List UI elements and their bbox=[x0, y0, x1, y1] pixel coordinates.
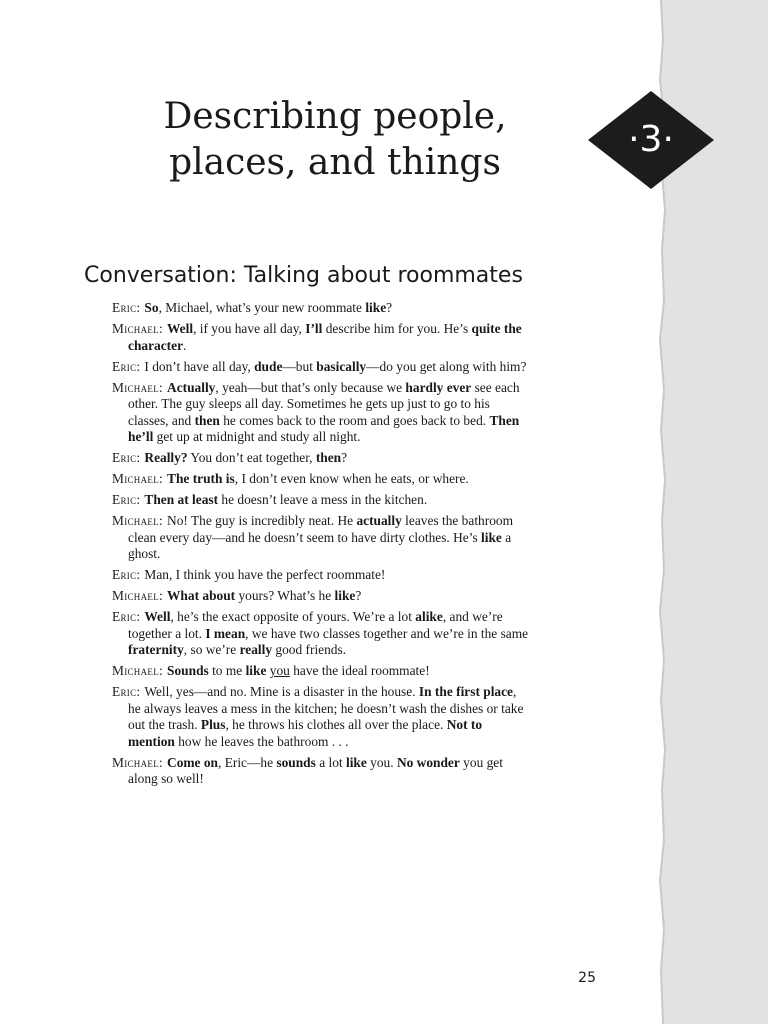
dialogue-text: he comes back to the room and goes back to bed. bbox=[219, 412, 490, 428]
dialogue-text: have the ideal roommate! bbox=[289, 663, 430, 679]
dialogue-text: ? bbox=[386, 300, 393, 315]
dialogue-text: , and we’re together a lot. bbox=[128, 609, 503, 641]
chapter-title bbox=[150, 94, 520, 186]
dialogue-turn bbox=[112, 450, 532, 466]
dialogue-text: , Michael, what’s your new roommate bbox=[158, 300, 366, 315]
dialogue-text: —do you get along with him? bbox=[366, 358, 527, 374]
dialogue-text: , I don’t even know when he eats, or where. bbox=[234, 471, 469, 487]
section-heading: Conversation: Talking about roommates bbox=[84, 263, 523, 288]
key-phrase: I mean bbox=[205, 625, 246, 641]
key-phrase: like bbox=[345, 754, 367, 770]
key-phrase: really bbox=[239, 642, 273, 658]
dialogue-turn bbox=[112, 513, 532, 562]
dialogue-text: Well, yes—and no. Mine is a disaster in the house. bbox=[144, 684, 419, 700]
key-phrase: In the first place bbox=[418, 684, 514, 700]
speaker-label: Michael: bbox=[112, 321, 164, 337]
dialogue-text: yours? What’s he bbox=[235, 588, 335, 604]
dialogue-turn bbox=[112, 567, 532, 583]
dialogue-text: how he leaves the bathroom . . . bbox=[174, 733, 349, 749]
key-phrase: dude bbox=[254, 358, 283, 374]
key-phrase: No wonder bbox=[396, 754, 460, 770]
key-phrase: Then he’ll bbox=[128, 412, 520, 444]
dialogue-block bbox=[112, 300, 532, 792]
dialogue-turn bbox=[112, 300, 532, 316]
dialogue-text: Man, I think you have the perfect roommate! bbox=[144, 567, 386, 583]
speaker-label: Eric: bbox=[112, 492, 141, 508]
dialogue-text: see each other. The guy sleeps all day. Sometimes he gets up just to go to his classes, and bbox=[128, 379, 520, 428]
speaker-label: Michael: bbox=[112, 663, 164, 679]
key-phrase: basically bbox=[316, 358, 367, 374]
key-phrase: like bbox=[481, 529, 502, 545]
speaker-label: Eric: bbox=[112, 609, 141, 625]
chapter-number: ·3· bbox=[628, 119, 674, 160]
key-phrase: fraternity bbox=[128, 642, 184, 658]
dialogue-text: describe him for you. He’s bbox=[322, 321, 472, 337]
key-phrase: sounds bbox=[276, 754, 316, 770]
dialogue-turn bbox=[112, 588, 532, 604]
dialogue-turn bbox=[112, 321, 532, 354]
dialogue-turn bbox=[112, 492, 532, 508]
page-number: 25 bbox=[578, 970, 596, 986]
dialogue-turn bbox=[112, 359, 532, 375]
chapter-title-line-2: places, and things bbox=[169, 142, 501, 183]
dialogue-text: No! The guy is incredibly neat. He bbox=[167, 513, 357, 529]
key-phrase: The truth is bbox=[167, 471, 235, 487]
key-phrase: I’ll bbox=[305, 321, 323, 337]
dialogue-text: . bbox=[183, 337, 187, 353]
dialogue-text: , he’s the exact opposite of yours. We’re a lot bbox=[170, 609, 416, 625]
key-phrase: Come on bbox=[167, 754, 218, 770]
dialogue-text: You don’t eat together, bbox=[187, 450, 316, 465]
key-phrase: actually bbox=[356, 513, 402, 529]
dialogue-text: you. bbox=[366, 754, 397, 770]
dialogue-text: to me bbox=[208, 663, 246, 679]
key-phrase: then bbox=[194, 412, 220, 428]
dialogue-text: , if you have all day, bbox=[193, 321, 306, 337]
dialogue-turn bbox=[112, 684, 532, 750]
dialogue-text: ? bbox=[355, 588, 362, 604]
key-phrase: Actually bbox=[167, 379, 216, 395]
dialogue-text: , so we’re bbox=[183, 642, 240, 658]
dialogue-text: get up at midnight and study all night. bbox=[153, 428, 361, 444]
dialogue-text: leaves the bathroom clean every day—and he doesn’t seem to have dirty clothes. He’s bbox=[128, 513, 514, 545]
dialogue-text: , we have two classes together and we’re in the same bbox=[245, 625, 529, 641]
key-phrase: then bbox=[315, 450, 342, 465]
key-phrase: hardly ever bbox=[405, 379, 472, 395]
speaker-label: Michael: bbox=[112, 513, 164, 529]
dialogue-text: a ghost. bbox=[128, 529, 512, 562]
dialogue-turn bbox=[112, 755, 532, 788]
key-phrase: What about bbox=[167, 588, 236, 604]
key-phrase: Then at least bbox=[144, 492, 219, 508]
key-phrase: quite the character bbox=[128, 321, 522, 353]
dialogue-text: , Eric—he bbox=[218, 754, 277, 770]
speaker-label: Michael: bbox=[112, 754, 164, 770]
key-phrase: Really? bbox=[144, 450, 188, 465]
key-phrase: like bbox=[334, 588, 356, 604]
dialogue-text: , he throws his clothes all over the place. bbox=[225, 717, 447, 733]
key-phrase: Well bbox=[144, 609, 171, 625]
speaker-label: Eric: bbox=[112, 300, 141, 315]
key-phrase: alike bbox=[415, 609, 443, 625]
speaker-label: Eric: bbox=[112, 567, 141, 583]
key-phrase: Sounds bbox=[167, 663, 209, 679]
dialogue-text: good friends. bbox=[272, 642, 347, 658]
dialogue-text: ? bbox=[341, 450, 348, 465]
dialogue-text: , yeah—but that’s only because we bbox=[215, 379, 406, 395]
speaker-label: Eric: bbox=[112, 450, 141, 465]
key-phrase: Not to mention bbox=[128, 717, 483, 749]
chapter-title-line-1: Describing people, bbox=[163, 96, 507, 137]
key-phrase: Plus bbox=[200, 717, 226, 733]
dialogue-turn bbox=[112, 380, 532, 446]
dialogue-text: I don’t have all day, bbox=[144, 358, 255, 374]
dialogue-text: —but bbox=[282, 358, 317, 374]
dialogue-turn bbox=[112, 609, 532, 658]
dialogue-text: he doesn’t leave a mess in the kitchen. bbox=[218, 492, 428, 508]
dialogue-text: , he always leaves a mess in the kitchen; he doesn’t wash the dishes or take out the trash. bbox=[128, 684, 524, 733]
dialogue-text: a lot bbox=[315, 754, 346, 770]
speaker-label: Michael: bbox=[112, 379, 164, 395]
dialogue-turn bbox=[112, 471, 532, 487]
key-phrase: So bbox=[144, 300, 159, 315]
emphasized-word: you bbox=[269, 663, 290, 679]
key-phrase: Well bbox=[167, 321, 194, 337]
speaker-label: Eric: bbox=[112, 684, 141, 700]
key-phrase: like bbox=[365, 300, 387, 315]
speaker-label: Eric: bbox=[112, 358, 141, 374]
key-phrase: like bbox=[245, 663, 267, 679]
dialogue-text: you get along so well! bbox=[128, 754, 503, 787]
speaker-label: Michael: bbox=[112, 471, 164, 487]
dialogue-turn bbox=[112, 663, 532, 679]
speaker-label: Michael: bbox=[112, 588, 164, 604]
